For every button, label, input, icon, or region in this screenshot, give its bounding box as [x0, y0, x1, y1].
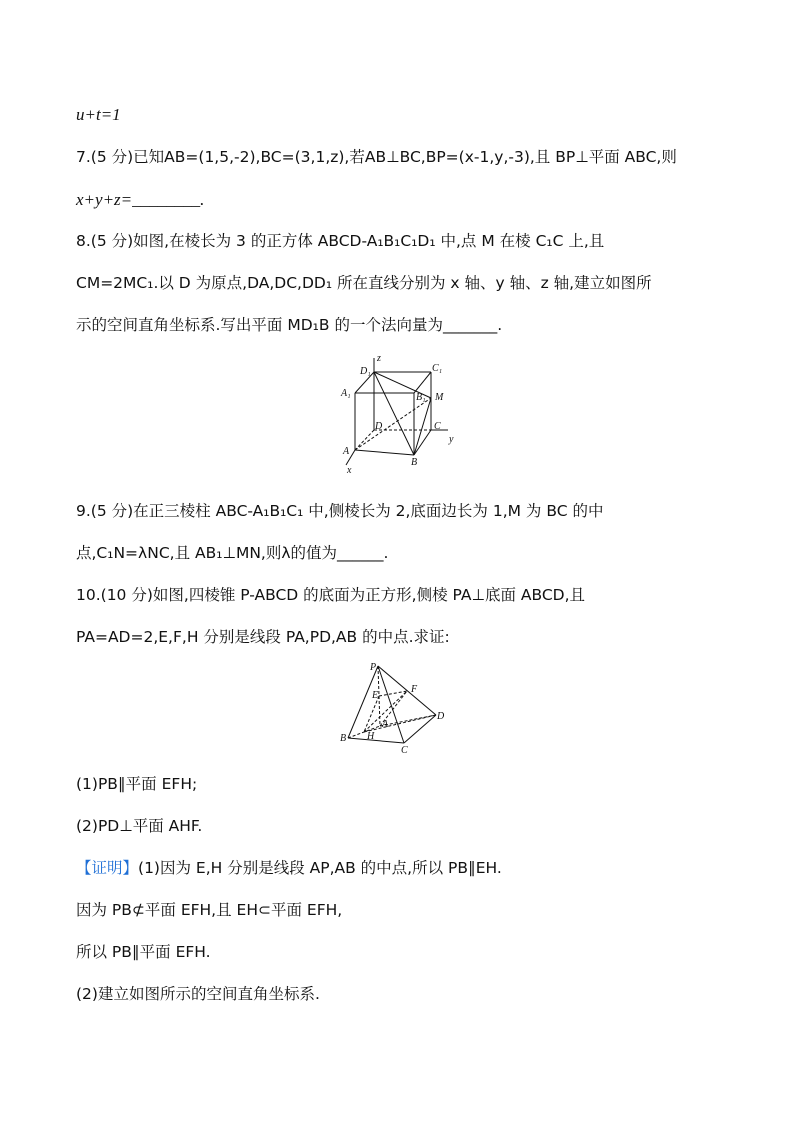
question-10-line-1: 10.(10 分)如图,四棱锥 P-ABCD 的底面为正方形,侧棱 PA⊥底面 ABCD,且	[76, 586, 586, 604]
label-A: A	[343, 446, 350, 457]
label-C: C	[434, 421, 441, 432]
question-8-line-1: 8.(5 分)如图,在棱长为 3 的正方体 ABCD-A₁B₁C₁D₁ 中,点 M 在棱 C₁C 上,且	[76, 232, 605, 250]
label-D: D	[375, 421, 383, 432]
proof-line-2: 因为 PB⊄平面 EFH,且 EH⊂平面 EFH,	[76, 901, 343, 919]
label-B1: B₁	[416, 392, 426, 403]
question-7-line-2: x+y+z=________.	[76, 190, 205, 209]
label-D1: D₁	[360, 366, 371, 377]
label-C1: C₁	[432, 363, 443, 374]
label-P: P	[370, 662, 377, 673]
proof-line-4: (2)建立如图所示的空间直角坐标系.	[76, 985, 320, 1003]
label-B: B	[411, 457, 418, 468]
label-y: y	[449, 434, 454, 445]
question-9-line-2: 点,C₁N=λNC,且 AB₁⊥MN,则λ的值为______.	[76, 544, 389, 562]
label-x: x	[347, 465, 352, 475]
proof-line-3: 所以 PB∥平面 EFH.	[76, 943, 211, 961]
label-D: D	[437, 711, 445, 722]
question-10-line-2: PA=AD=2,E,F,H 分别是线段 PA,PD,AB 的中点.求证:	[76, 628, 450, 646]
cube-figure	[336, 350, 461, 475]
question-8-line-2: CM=2MC₁.以 D 为原点,DA,DC,DD₁ 所在直线分别为 x 轴、y 轴、z 轴,建立如图所	[76, 274, 652, 292]
part-2: (2)PD⊥平面 AHF.	[76, 817, 203, 835]
part-1: (1)PB∥平面 EFH;	[76, 775, 198, 793]
label-M: M	[435, 392, 444, 403]
answer-fragment: u+t=1	[76, 105, 121, 124]
label-F: F	[411, 684, 418, 695]
question-7-line-1: 7.(5 分)已知AB=(1,5,-2),BC=(3,1,z),若AB⊥BC,BP=(x-1,y,-3),且 BP⊥平面 ABC,则	[76, 148, 677, 166]
pyramid-figure	[338, 660, 453, 755]
label-H: H	[367, 731, 375, 742]
label-A: A	[382, 719, 389, 730]
question-9-line-1: 9.(5 分)在正三棱柱 ABC-A₁B₁C₁ 中,侧棱长为 2,底面边长为 1,M 为 BC 的中	[76, 502, 604, 520]
proof-label: 【证明】	[76, 859, 139, 877]
proof-line-1: 【证明】(1)因为 E,H 分别是线段 AP,AB 的中点,所以 PB∥EH.	[76, 859, 502, 877]
label-E: E	[372, 690, 379, 701]
question-8-line-3: 示的空间直角坐标系.写出平面 MD₁B 的一个法向量为_______.	[76, 316, 503, 334]
label-z: z	[377, 353, 381, 364]
label-A1: A₁	[341, 388, 351, 399]
label-C: C	[401, 745, 408, 755]
label-B: B	[340, 733, 347, 744]
